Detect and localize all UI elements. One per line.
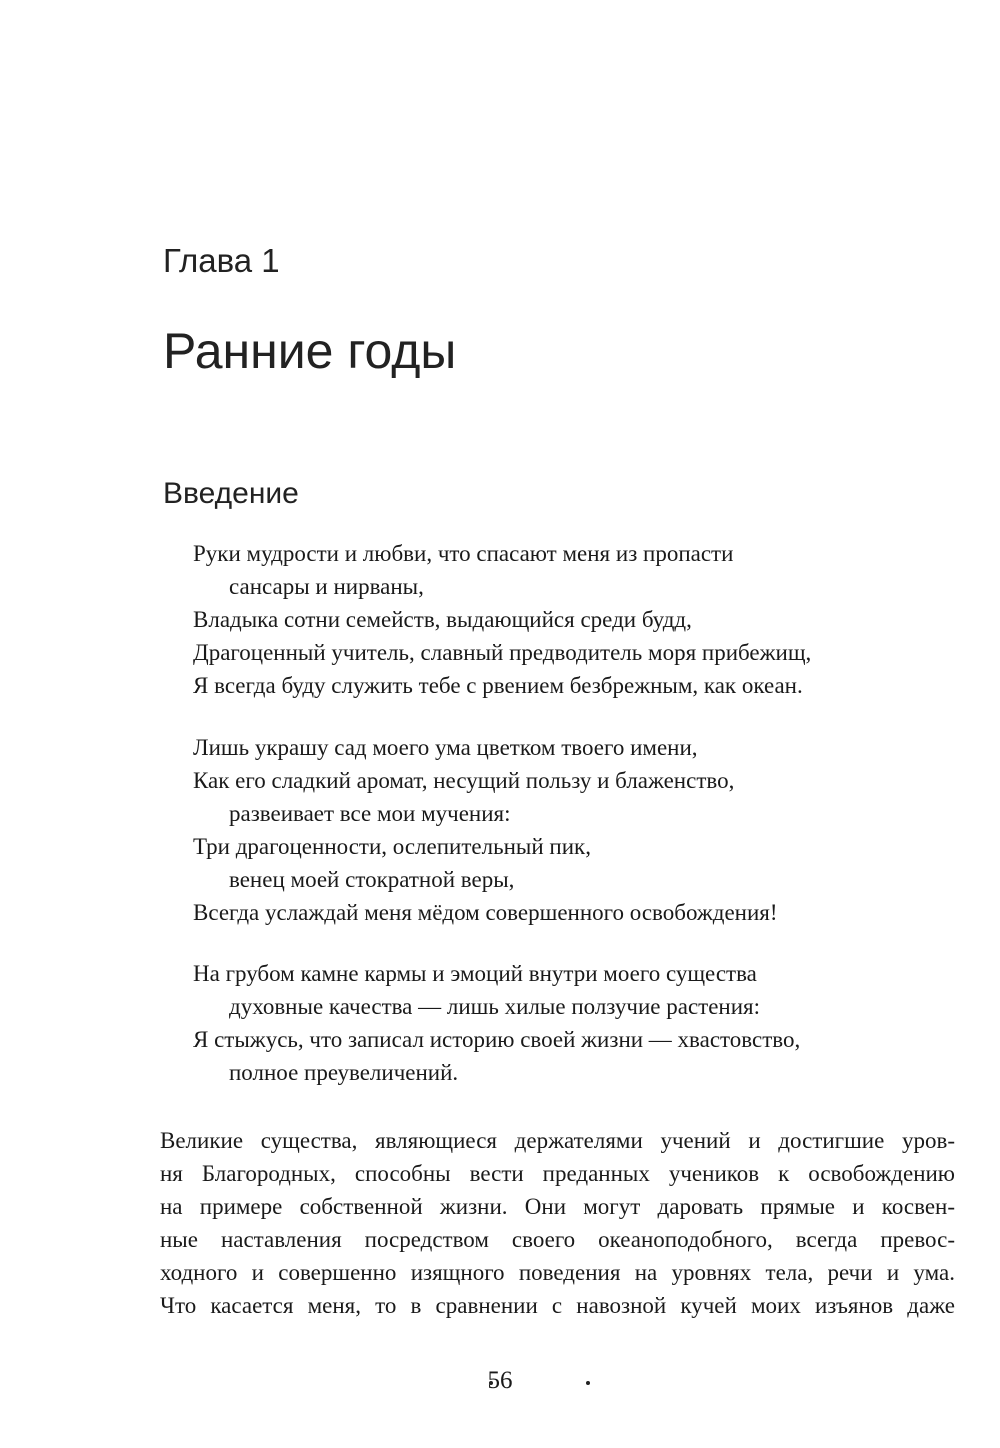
paragraph-line: Что касается меня, то в сравнении с навозной кучей моих изъянов даже [160,1293,955,1318]
section-title: Введение [163,477,299,510]
chapter-title: Ранние годы [163,323,457,379]
chapter-label: Глава 1 [163,242,280,279]
poem-line: Владыка сотни семейств, выдающийся среди будд, [193,607,692,632]
poem-line: духовные качества — лишь хилые ползучие растения: [229,994,761,1019]
poem-line: Руки мудрости и любви, что спасают меня из пропасти [193,541,734,566]
poem-line: На грубом камне кармы и эмоций внутри моего существа [193,961,757,986]
poem-line: развеивает все мои мучения: [229,801,511,826]
paragraph-line: Великие существа, являющиеся держателями учений и достигшие уров- [160,1128,955,1153]
paragraph-line: ня Благородных, способны вести преданных учеников к освобождению [160,1161,955,1186]
poem-line: венец моей стократной веры, [229,867,515,892]
poem-line: полное преувеличений. [229,1060,459,1085]
paragraph-line: на примере собственной жизни. Они могут даровать прямые и косвен- [160,1194,955,1219]
poem-line: Всегда услаждай меня мёдом совершенного освобождения! [193,900,778,925]
paragraph-line: ходного и совершенно изящного поведения на уровнях тела, речи и ума. [160,1260,955,1285]
poem-line: Лишь украшу сад моего ума цветком твоего имени, [193,735,698,760]
paragraph-line: ные наставления посредством своего океаноподобного, всегда превос- [160,1227,955,1252]
poem-line: Три драгоценности, ослепительный пик, [193,834,591,859]
poem-line: Драгоценный учитель, славный предводитель моря прибежищ, [193,640,812,665]
page-number: 56 [487,1367,513,1394]
poem-line: Как его сладкий аромат, несущий пользу и блаженство, [193,768,735,793]
poem-line: Я всегда буду служить тебе с рвением безбрежным, как океан. [193,673,803,698]
poem-line: Я стыжусь, что записал историю своей жизни — хвастовство, [193,1027,801,1052]
body-paragraph [160,1124,955,1322]
page-number-dot-right [586,1381,590,1385]
poem-line: сансары и нирваны, [229,574,424,599]
